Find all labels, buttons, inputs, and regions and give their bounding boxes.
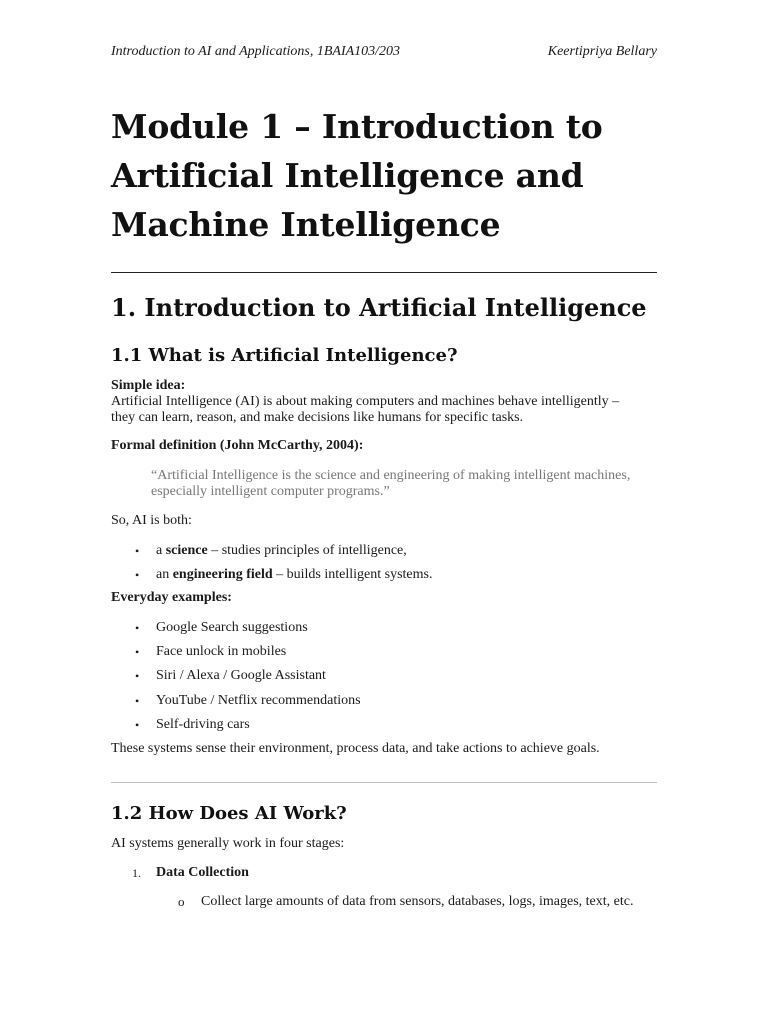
bullet-icon: • xyxy=(135,621,140,635)
title-divider xyxy=(111,272,657,273)
so-ai-text: So, AI is both: xyxy=(111,513,192,528)
section-1-2-heading: 1.2 How Does AI Work? xyxy=(111,803,347,824)
simple-idea-line: they can learn, reason, and make decisions like humans for specific tasks. xyxy=(111,410,524,425)
bullet-icon: • xyxy=(135,568,140,582)
item-prefix: an xyxy=(156,567,173,582)
bullet-icon: • xyxy=(135,544,140,558)
example-text: Siri / Alexa / Google Assistant xyxy=(156,668,326,683)
simple-idea-label: Simple idea: xyxy=(111,378,186,393)
item-emphasis: engineering field xyxy=(172,567,273,582)
quote-line: especially intelligent computer programs.” xyxy=(151,484,390,499)
example-text: Face unlock in mobiles xyxy=(156,644,287,659)
running-header xyxy=(111,44,657,60)
item-prefix: a xyxy=(156,543,166,558)
formal-definition-label: Formal definition (John McCarthy, 2004): xyxy=(111,438,364,453)
module-title-line: Module 1 – Introduction to xyxy=(111,107,603,146)
section-divider xyxy=(111,782,657,783)
section-1-1-heading: 1.1 What is Artificial Intelligence? xyxy=(111,345,458,366)
simple-idea-paragraph xyxy=(111,378,657,426)
bullet-icon: • xyxy=(135,645,140,659)
item-suffix: – studies principles of intelligence, xyxy=(207,543,407,558)
item-suffix: – builds intelligent systems. xyxy=(272,567,433,582)
module-title-line: Machine Intelligence xyxy=(111,205,501,244)
bullet-icon: • xyxy=(135,669,140,683)
everyday-examples-label: Everyday examples: xyxy=(111,590,232,605)
simple-idea-line: Artificial Intelligence (AI) is about making computers and machines behave intelligently – xyxy=(111,394,620,409)
circle-bullet-icon: o xyxy=(178,894,185,909)
bullet-icon: • xyxy=(135,694,140,708)
mccarthy-quote xyxy=(151,468,657,500)
stage-detail: Collect large amounts of data from sensors, databases, logs, images, text, etc. xyxy=(201,894,634,909)
module-title xyxy=(111,102,657,249)
stages-intro: AI systems generally work in four stages: xyxy=(111,836,345,851)
closing-text: These systems sense their environment, process data, and take actions to achieve goals. xyxy=(111,741,600,756)
example-text: YouTube / Netflix recommendations xyxy=(156,693,361,708)
bullet-icon: • xyxy=(135,718,140,732)
stage-title: Data Collection xyxy=(156,865,249,880)
author-name: Keertipriya Bellary xyxy=(547,44,657,59)
item-number: 1. xyxy=(132,866,141,880)
example-text: Google Search suggestions xyxy=(156,620,308,635)
item-emphasis: science xyxy=(165,543,208,558)
course-title: Introduction to AI and Applications, 1BAIA103/203 xyxy=(111,44,401,59)
module-title-line: Artificial Intelligence and xyxy=(111,156,584,195)
quote-line: “Artificial Intelligence is the science and engineering of making intelligent machines, xyxy=(151,468,631,483)
example-text: Self-driving cars xyxy=(156,717,250,732)
section-1-heading: 1. Introduction to Artificial Intelligence xyxy=(111,293,647,322)
